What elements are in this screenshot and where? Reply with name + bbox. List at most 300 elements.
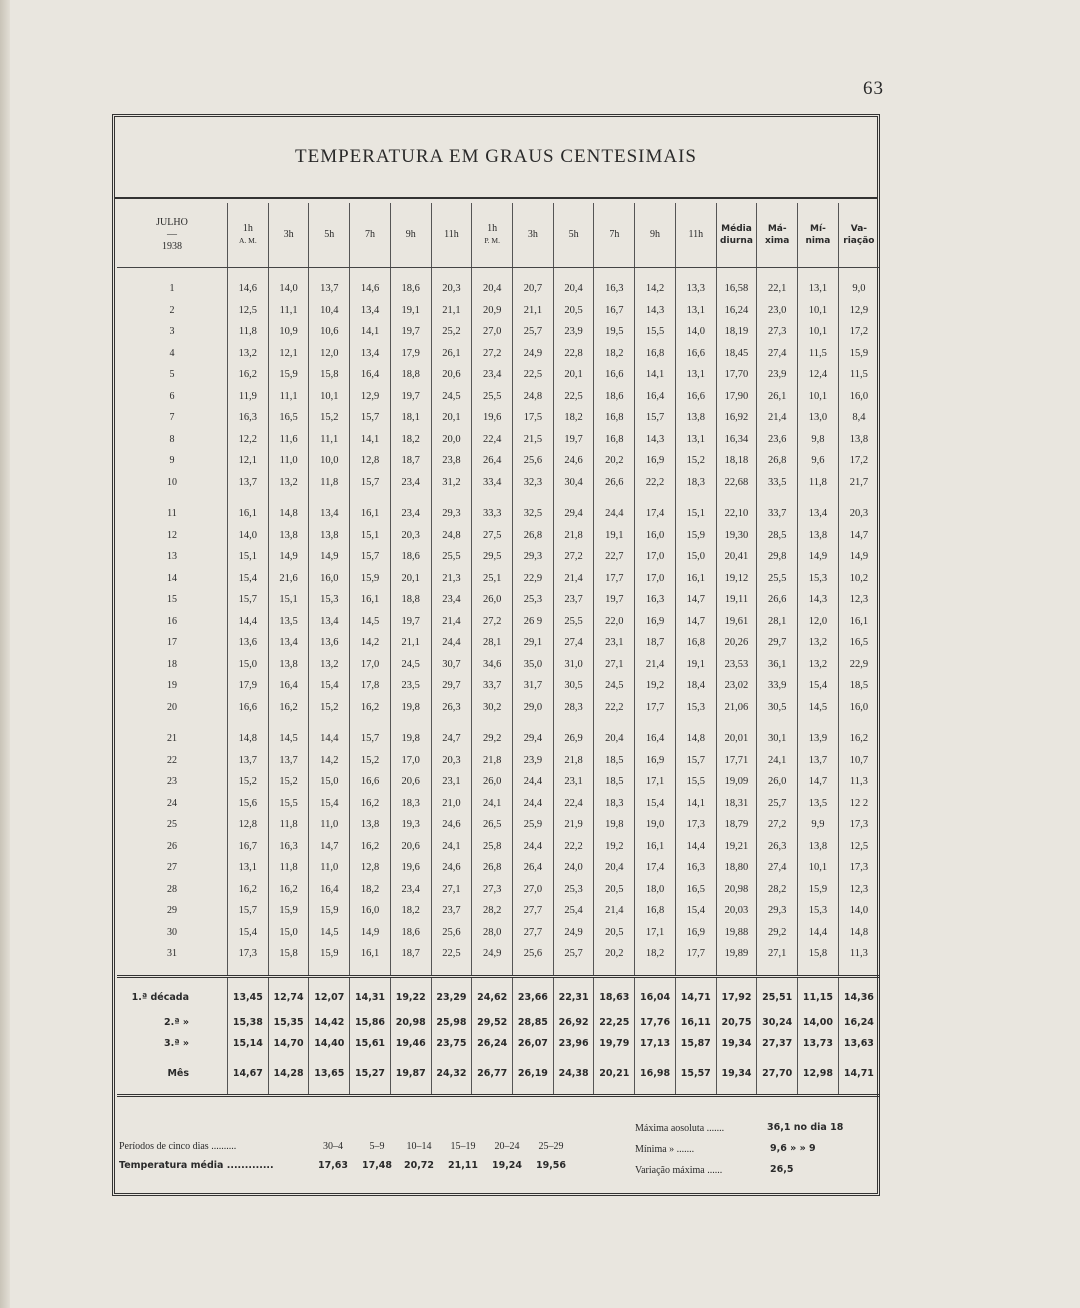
value-cell: 16,0: [635, 525, 676, 547]
value-cell: 12,9: [838, 300, 879, 322]
value-cell: 13,6: [228, 632, 269, 654]
decade-value: 11,15: [798, 976, 839, 1012]
value-cell: 23,9: [513, 750, 554, 772]
spacer-cell: [117, 718, 228, 728]
month-row-value: 24,38: [553, 1054, 594, 1096]
value-cell: 16,0: [350, 900, 391, 922]
value-cell: 19,7: [594, 589, 635, 611]
value-cell: 29,2: [472, 728, 513, 750]
value-cell: 19,6: [472, 407, 513, 429]
value-cell: 16,4: [635, 728, 676, 750]
value-cell: 24,7: [431, 728, 472, 750]
value-cell: 14,1: [350, 429, 391, 451]
value-cell: 11,3: [838, 771, 879, 793]
value-cell: 12,1: [268, 343, 309, 365]
spacer-cell: [268, 268, 309, 279]
value-cell: 14,5: [798, 697, 839, 719]
value-cell: 14,5: [268, 728, 309, 750]
value-cell: 14,1: [350, 321, 391, 343]
value-cell: 26,8: [757, 450, 798, 472]
month-row-value: 14,28: [268, 1054, 309, 1096]
value-cell: 18,6: [390, 546, 431, 568]
value-cell: 34,6: [472, 654, 513, 676]
value-cell: 12,0: [798, 611, 839, 633]
value-cell: 13,1: [798, 278, 839, 300]
value-cell: 17,3: [675, 814, 716, 836]
day-cell: 7: [169, 412, 175, 424]
table-row: [117, 568, 879, 590]
value-cell: 17,0: [635, 568, 676, 590]
value-cell: 24,5: [594, 675, 635, 697]
day-cell: 17: [167, 637, 177, 649]
value-cell: 12,2: [228, 429, 269, 451]
max-absoluta-label: Máxima aosoluta .......: [635, 1123, 725, 1134]
value-cell: 14,0: [228, 525, 269, 547]
value-cell: 26,0: [472, 771, 513, 793]
decade-label: 1.ª década: [117, 976, 228, 1012]
value-cell: 20,26: [716, 632, 757, 654]
value-cell: 21,1: [390, 632, 431, 654]
value-cell: 12,8: [228, 814, 269, 836]
temp-media-label: Temperatura média .............: [119, 1160, 274, 1171]
value-cell: 23,53: [716, 654, 757, 676]
value-cell: 16,9: [635, 611, 676, 633]
value-cell: 15,0: [675, 546, 716, 568]
value-cell: 11,3: [838, 943, 879, 965]
value-cell: 18,2: [594, 343, 635, 365]
value-cell: 17,7: [675, 943, 716, 965]
day-cell: 1: [169, 283, 175, 295]
decade-value: 25,51: [757, 976, 798, 1012]
value-cell: 17,7: [594, 568, 635, 590]
value-cell: 23,9: [553, 321, 594, 343]
value-cell: 16,3: [268, 836, 309, 858]
value-cell: 23,4: [390, 879, 431, 901]
value-cell: 12,9: [350, 386, 391, 408]
value-cell: 12,3: [838, 589, 879, 611]
column-header: [838, 203, 879, 268]
period-value: 25–29: [538, 1141, 564, 1152]
value-cell: 28,1: [757, 611, 798, 633]
column-header: [431, 203, 472, 268]
value-cell: 15,4: [309, 675, 350, 697]
value-cell: 16,8: [594, 407, 635, 429]
value-cell: 24,4: [431, 632, 472, 654]
column-header: [757, 203, 798, 268]
month-row-value: 12,98: [798, 1054, 839, 1096]
value-cell: 9,8: [798, 429, 839, 451]
month-row-value: 20,21: [594, 1054, 635, 1096]
decade-value: 16,11: [675, 1012, 716, 1033]
spacer-cell: [228, 268, 269, 279]
value-cell: 29,4: [553, 503, 594, 525]
value-cell: 13,5: [798, 793, 839, 815]
column-header: [228, 203, 269, 268]
month-header: [117, 203, 228, 268]
decade-value: 15,87: [675, 1033, 716, 1054]
value-cell: 13,4: [350, 300, 391, 322]
spacer-cell: [228, 718, 269, 728]
spacer-cell: [798, 718, 839, 728]
value-cell: 16,8: [594, 429, 635, 451]
spacer-cell: [431, 965, 472, 977]
value-cell: 19,7: [390, 321, 431, 343]
value-cell: 24,4: [513, 836, 554, 858]
decade-value: 15,38: [228, 1012, 269, 1033]
value-cell: 19,7: [390, 611, 431, 633]
value-cell: 13,2: [309, 654, 350, 676]
value-cell: 19,61: [716, 611, 757, 633]
decade-value: 14,31: [350, 976, 391, 1012]
value-cell: 20,6: [390, 771, 431, 793]
month-dash: —: [167, 229, 177, 240]
value-cell: 17,3: [838, 814, 879, 836]
value-cell: 14,7: [309, 836, 350, 858]
month-row-value: 15,57: [675, 1054, 716, 1096]
spacer-cell: [513, 493, 554, 503]
value-cell: 13,1: [675, 300, 716, 322]
period-value: 30–4: [323, 1141, 343, 1152]
spacer-cell: [431, 268, 472, 279]
spacer-cell: [268, 965, 309, 977]
value-cell: 22,1: [757, 278, 798, 300]
table-row: [117, 472, 879, 494]
value-cell: 15,4: [228, 568, 269, 590]
spacer-cell: [838, 268, 879, 279]
value-cell: 29,7: [431, 675, 472, 697]
decade-value: 15,35: [268, 1012, 309, 1033]
value-cell: 22,4: [472, 429, 513, 451]
spacer-cell: [513, 965, 554, 977]
decade-value: 13,73: [798, 1033, 839, 1054]
value-cell: 12,5: [228, 300, 269, 322]
table-row: [117, 771, 879, 793]
value-cell: 14,7: [675, 611, 716, 633]
decade-value: 14,36: [838, 976, 879, 1012]
value-cell: 25,6: [431, 922, 472, 944]
value-cell: 25,6: [513, 450, 554, 472]
value-cell: 18,4: [675, 675, 716, 697]
decade-row: [117, 976, 879, 1012]
spacer-cell: [757, 493, 798, 503]
month-row-value: 19,34: [716, 1054, 757, 1096]
value-cell: 19,5: [594, 321, 635, 343]
value-cell: 28,2: [472, 900, 513, 922]
decade-value: 16,04: [635, 976, 676, 1012]
table-row: [117, 321, 879, 343]
value-cell: 10,1: [798, 386, 839, 408]
value-cell: 27,1: [431, 879, 472, 901]
decade-value: 23,66: [513, 976, 554, 1012]
value-cell: 10,6: [309, 321, 350, 343]
value-cell: 11,8: [798, 472, 839, 494]
table-row: [117, 697, 879, 719]
value-cell: 21,1: [431, 300, 472, 322]
decade-value: 19,22: [390, 976, 431, 1012]
value-cell: 20,0: [431, 429, 472, 451]
decade-value: 17,13: [635, 1033, 676, 1054]
spacer-cell: [838, 965, 879, 977]
decade-value: 29,52: [472, 1012, 513, 1033]
column-header-sub: P. M.: [484, 236, 500, 245]
value-cell: 20,1: [431, 407, 472, 429]
table-row: [117, 675, 879, 697]
value-cell: 16,8: [635, 900, 676, 922]
value-cell: 13,7: [228, 750, 269, 772]
value-cell: 18,31: [716, 793, 757, 815]
value-cell: 15,8: [798, 943, 839, 965]
table-row: [117, 814, 879, 836]
table-row: [117, 343, 879, 365]
day-cell: 2: [169, 304, 175, 316]
value-cell: 18,7: [635, 632, 676, 654]
decade-value: 27,37: [757, 1033, 798, 1054]
value-cell: 27,1: [757, 943, 798, 965]
value-cell: 21,3: [431, 568, 472, 590]
value-cell: 29,3: [431, 503, 472, 525]
value-cell: 31,0: [553, 654, 594, 676]
value-cell: 27,5: [472, 525, 513, 547]
day-cell: 25: [167, 819, 177, 831]
value-cell: 15,2: [228, 771, 269, 793]
value-cell: 20,01: [716, 728, 757, 750]
value-cell: 13,1: [675, 364, 716, 386]
column-header: [513, 203, 554, 268]
value-cell: 12,4: [798, 364, 839, 386]
value-cell: 16,9: [635, 450, 676, 472]
spacer-cell: [350, 718, 391, 728]
value-cell: 13,7: [228, 472, 269, 494]
column-header-main: Mí-: [810, 224, 826, 234]
value-cell: 18,6: [390, 922, 431, 944]
value-cell: 19,1: [390, 300, 431, 322]
table-row: [117, 857, 879, 879]
value-cell: 10,0: [309, 450, 350, 472]
value-cell: 8,4: [838, 407, 879, 429]
value-cell: 29,3: [757, 900, 798, 922]
spacer-cell: [675, 493, 716, 503]
column-header-main: 9h: [650, 229, 661, 240]
periods-label: Períodos de cinco dias ..........: [119, 1141, 237, 1152]
value-cell: 20,2: [594, 943, 635, 965]
value-cell: 20,5: [594, 922, 635, 944]
value-cell: 33,7: [472, 675, 513, 697]
table-row: [117, 836, 879, 858]
value-cell: 15,3: [309, 589, 350, 611]
column-header: [309, 203, 350, 268]
value-cell: 28,2: [757, 879, 798, 901]
value-cell: 23,4: [472, 364, 513, 386]
value-cell: 25,7: [513, 321, 554, 343]
value-cell: 20,5: [594, 879, 635, 901]
value-cell: 15,2: [309, 697, 350, 719]
value-cell: 13,2: [798, 632, 839, 654]
value-cell: 26,1: [431, 343, 472, 365]
value-cell: 18,5: [594, 771, 635, 793]
table-row: [117, 589, 879, 611]
day-cell: 31: [167, 948, 177, 960]
day-cell: 18: [167, 658, 177, 670]
value-cell: 16,6: [675, 386, 716, 408]
column-header-main: 5h: [568, 229, 579, 240]
value-cell: 11,6: [268, 429, 309, 451]
value-cell: 33,9: [757, 675, 798, 697]
value-cell: 15,7: [350, 407, 391, 429]
value-cell: 27,0: [513, 879, 554, 901]
value-cell: 15,2: [675, 450, 716, 472]
decade-value: 12,74: [268, 976, 309, 1012]
decade-value: 30,24: [757, 1012, 798, 1033]
value-cell: 21,4: [431, 611, 472, 633]
month-label: JULHO: [156, 217, 188, 228]
value-cell: 16,6: [594, 364, 635, 386]
value-cell: 19,7: [390, 386, 431, 408]
value-cell: 14,8: [268, 503, 309, 525]
decade-value: 19,34: [716, 1033, 757, 1054]
value-cell: 13,0: [798, 407, 839, 429]
day-cell: 11: [167, 508, 177, 520]
decade-value: 13,63: [838, 1033, 879, 1054]
value-cell: 25,5: [431, 546, 472, 568]
value-cell: 16,8: [635, 343, 676, 365]
value-cell: 27,0: [472, 321, 513, 343]
column-header: [594, 203, 635, 268]
decade-label: 3.ª »: [163, 1037, 189, 1049]
decade-value: 14,42: [309, 1012, 350, 1033]
decade-value: 12,07: [309, 976, 350, 1012]
value-cell: 20,7: [513, 278, 554, 300]
value-cell: 16,1: [350, 503, 391, 525]
table-row: [117, 728, 879, 750]
value-cell: 19,3: [390, 814, 431, 836]
value-cell: 27,4: [757, 343, 798, 365]
value-cell: 28,0: [472, 922, 513, 944]
value-cell: 26,0: [757, 771, 798, 793]
value-cell: 24,9: [513, 343, 554, 365]
value-cell: 16,2: [268, 697, 309, 719]
table-frame: [112, 114, 880, 1196]
value-cell: 16,2: [838, 728, 879, 750]
value-cell: 18,6: [390, 278, 431, 300]
temp-media-value: 19,24: [491, 1160, 523, 1171]
temp-media-value: 21,11: [447, 1160, 479, 1171]
value-cell: 23,1: [431, 771, 472, 793]
column-header-main: 3h: [527, 229, 538, 240]
value-cell: 23,5: [390, 675, 431, 697]
value-cell: 36,1: [757, 654, 798, 676]
value-cell: 17,5: [513, 407, 554, 429]
value-cell: 32,3: [513, 472, 554, 494]
value-cell: 22,4: [553, 793, 594, 815]
spacer-cell: [716, 718, 757, 728]
value-cell: 10,1: [798, 321, 839, 343]
value-cell: 15,5: [635, 321, 676, 343]
column-header-main: 1h: [242, 223, 253, 234]
value-cell: 20,6: [431, 364, 472, 386]
value-cell: 18,80: [716, 857, 757, 879]
month-row-value: 14,71: [838, 1054, 879, 1096]
day-cell: 30: [167, 926, 177, 938]
day-cell: 29: [167, 905, 177, 917]
value-cell: 27,2: [472, 611, 513, 633]
decade-value: 26,92: [553, 1012, 594, 1033]
value-cell: 15,9: [268, 900, 309, 922]
value-cell: 16,9: [675, 922, 716, 944]
value-cell: 15,9: [675, 525, 716, 547]
value-cell: 33,3: [472, 503, 513, 525]
decade-value: 23,29: [431, 976, 472, 1012]
spacer-cell: [594, 268, 635, 279]
value-cell: 15,7: [350, 728, 391, 750]
value-cell: 20,98: [716, 879, 757, 901]
value-cell: 23,6: [757, 429, 798, 451]
value-cell: 10,1: [309, 386, 350, 408]
day-cell: 22: [167, 754, 177, 766]
value-cell: 13,8: [798, 836, 839, 858]
value-cell: 13,5: [268, 611, 309, 633]
value-cell: 14,0: [675, 321, 716, 343]
column-header: [798, 203, 839, 268]
value-cell: 19,30: [716, 525, 757, 547]
value-cell: 24,1: [431, 836, 472, 858]
spacer-cell: [716, 268, 757, 279]
spacer-cell: [431, 718, 472, 728]
table-row: [117, 922, 879, 944]
value-cell: 18,0: [635, 879, 676, 901]
value-cell: 15,4: [675, 900, 716, 922]
value-cell: 22,68: [716, 472, 757, 494]
value-cell: 17,3: [228, 943, 269, 965]
decade-row: [117, 1033, 879, 1054]
value-cell: 26,3: [757, 836, 798, 858]
value-cell: 19,8: [594, 814, 635, 836]
spacer-cell: [309, 493, 350, 503]
table-row: [117, 386, 879, 408]
value-cell: 24,9: [553, 922, 594, 944]
spacer-cell: [268, 493, 309, 503]
value-cell: 13,4: [309, 503, 350, 525]
decade-value: 20,75: [716, 1012, 757, 1033]
value-cell: 19,0: [635, 814, 676, 836]
value-cell: 15,9: [350, 568, 391, 590]
value-cell: 18,5: [838, 675, 879, 697]
spacer-cell: [798, 965, 839, 977]
value-cell: 15,5: [675, 771, 716, 793]
spacer-cell: [350, 493, 391, 503]
value-cell: 30,5: [553, 675, 594, 697]
value-cell: 20,03: [716, 900, 757, 922]
column-header-sub: riação: [843, 236, 875, 246]
value-cell: 15,8: [268, 943, 309, 965]
value-cell: 13,8: [268, 525, 309, 547]
spacer-cell: [431, 493, 472, 503]
month-row-value: 26,77: [472, 1054, 513, 1096]
value-cell: 29,3: [513, 546, 554, 568]
value-cell: 17,70: [716, 364, 757, 386]
value-cell: 15,0: [268, 922, 309, 944]
spacer-cell: [594, 493, 635, 503]
value-cell: 28,5: [757, 525, 798, 547]
decade-row: [117, 1012, 879, 1033]
value-cell: 15,8: [309, 364, 350, 386]
value-cell: 31,7: [513, 675, 554, 697]
value-cell: 30,5: [757, 697, 798, 719]
value-cell: 14,0: [838, 900, 879, 922]
decade-value: 19,46: [390, 1033, 431, 1054]
value-cell: 17,2: [838, 321, 879, 343]
value-cell: 27,1: [594, 654, 635, 676]
decade-value: 22,31: [553, 976, 594, 1012]
